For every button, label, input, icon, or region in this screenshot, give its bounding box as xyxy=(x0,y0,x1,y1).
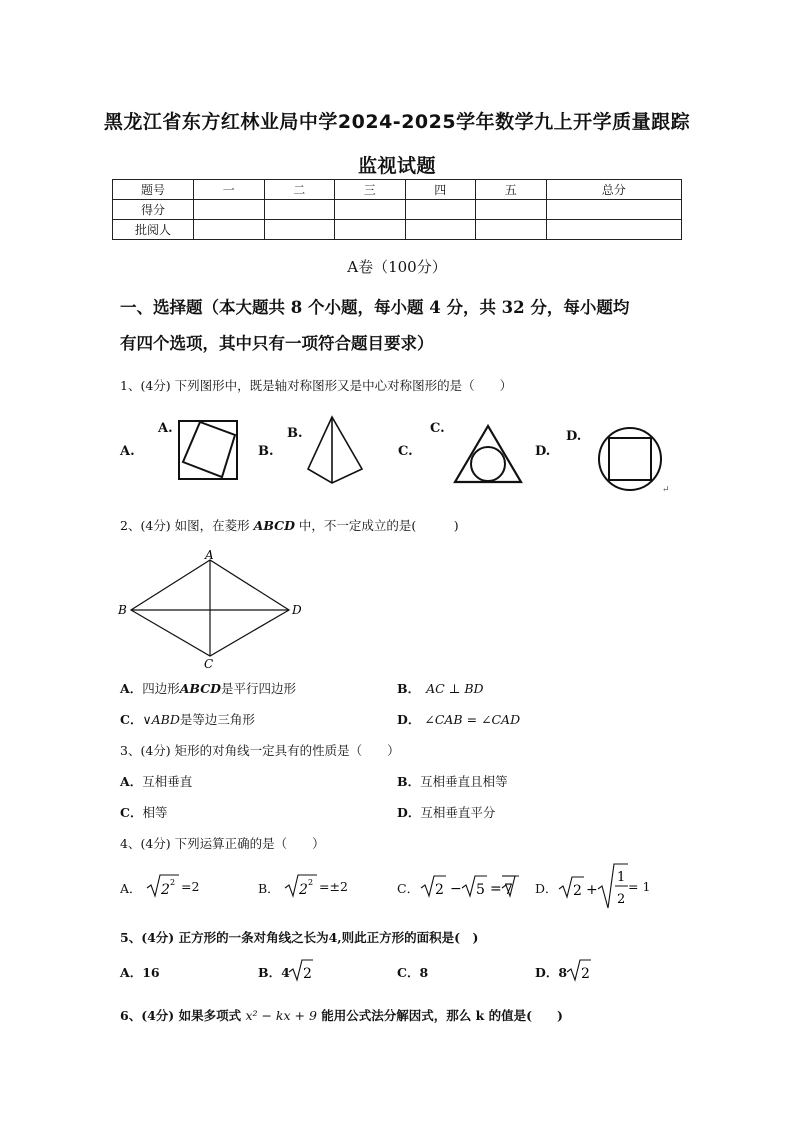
option-text: 相等 xyxy=(142,805,168,820)
svg-text:7: 7 xyxy=(504,882,513,898)
option-text-pre: 四边形 xyxy=(142,681,180,696)
q1-option-c-label[interactable]: C. xyxy=(398,444,413,459)
reviewer-cell[interactable] xyxy=(476,220,547,240)
svg-text:2: 2 xyxy=(161,882,170,898)
option-label: D． xyxy=(535,965,559,980)
q4-option-d-label[interactable]: D． xyxy=(535,881,558,896)
triangle-incircle-figure xyxy=(452,424,524,486)
q4-option-d-result: = 1 xyxy=(628,879,651,894)
option-label: D． xyxy=(397,712,421,727)
score-table xyxy=(112,179,682,240)
svg-text:2: 2 xyxy=(573,883,582,899)
row-label: 得分 xyxy=(113,200,194,220)
reviewer-cell[interactable] xyxy=(546,220,682,240)
svg-text:2: 2 xyxy=(435,882,444,898)
svg-text:2: 2 xyxy=(303,966,312,982)
row-label: 批阅人 xyxy=(113,220,194,240)
question-6-text xyxy=(120,1006,563,1024)
reviewer-row xyxy=(113,220,682,240)
score-row xyxy=(113,200,682,220)
header-cell: 五 xyxy=(476,180,547,200)
q2-text-post: 中，不一定成立的是( ) xyxy=(298,518,459,533)
score-table-header-row xyxy=(113,180,682,200)
q5-option-b[interactable] xyxy=(258,963,290,981)
question-5-text: 5、(4分) 正方形的一条对角线之长为4,则此正方形的面积是( ) xyxy=(120,930,479,945)
q4-option-c-label[interactable]: C． xyxy=(397,881,420,896)
option-label: A． xyxy=(120,681,143,696)
q2-text-var: ABCD xyxy=(253,518,295,533)
q5-option-c[interactable] xyxy=(397,963,428,981)
q2-option-a[interactable] xyxy=(120,679,296,697)
q1-figure-c-label: C. xyxy=(430,421,445,436)
q3-option-a[interactable] xyxy=(120,772,192,790)
sqrt-two-radical xyxy=(566,955,592,983)
option-text-post: 是平行四边形 xyxy=(221,681,297,696)
option-text: 8 xyxy=(419,965,429,980)
svg-text:2: 2 xyxy=(308,878,314,887)
score-cell[interactable] xyxy=(405,200,476,220)
vertex-label-d: D xyxy=(292,603,302,617)
option-expression: ∠CAB = ∠CAD xyxy=(424,712,521,727)
score-cell[interactable] xyxy=(264,200,335,220)
q6-text-pre: 6、(4分) 如果多项式 xyxy=(120,1008,242,1023)
header-cell: 三 xyxy=(335,180,406,200)
page-title-line1: 黑龙江省东方红林业局中学2024-2025学年数学九上开学质量跟踪 xyxy=(103,111,691,133)
svg-text:+: + xyxy=(586,882,598,898)
q4-option-a-label[interactable]: A． xyxy=(120,881,142,896)
option-var: ABCD xyxy=(179,681,222,696)
reviewer-cell[interactable] xyxy=(194,220,265,240)
option-label: A． xyxy=(120,774,143,789)
option-text: 互相垂直平分 xyxy=(420,805,496,820)
score-cell[interactable] xyxy=(335,200,406,220)
q2-option-d[interactable] xyxy=(397,710,520,728)
svg-text:↵: ↵ xyxy=(662,485,670,495)
q1-figure-b-label: B. xyxy=(287,426,303,441)
q4-option-b-label[interactable]: B． xyxy=(258,881,280,896)
option-label: A． xyxy=(120,965,143,980)
vertex-label-a: A xyxy=(205,548,214,562)
q5-option-d[interactable] xyxy=(535,963,567,981)
score-cell[interactable] xyxy=(546,200,682,220)
option-label: B． xyxy=(258,965,282,980)
section1-heading xyxy=(120,290,680,362)
square-rotated-square-figure xyxy=(176,418,242,484)
option-label: C． xyxy=(120,805,143,820)
reviewer-cell[interactable] xyxy=(405,220,476,240)
svg-text:2: 2 xyxy=(581,966,590,982)
sqrt-two-radical xyxy=(288,955,314,983)
svg-text:2: 2 xyxy=(617,892,626,907)
q6-polynomial-expression: x² − kx + 9 xyxy=(245,1008,317,1023)
q3-option-d[interactable] xyxy=(397,803,495,821)
sqrt-two-squared-expression xyxy=(145,870,181,900)
q2-option-c[interactable] xyxy=(120,710,255,728)
q1-figure-a-label: A. xyxy=(158,421,173,436)
option-label: C． xyxy=(397,965,420,980)
rhombus-figure xyxy=(115,548,315,670)
q4-option-b-result: =±2 xyxy=(319,879,348,894)
header-cell: 四 xyxy=(405,180,476,200)
option-text: 8 xyxy=(558,965,568,980)
question-3-text: 3、(4分) 矩形的对角线一定具有的性质是（ ） xyxy=(120,743,400,758)
question-4-text: 4、(4分) 下列运算正确的是（ ） xyxy=(120,836,325,851)
option-text: 4 xyxy=(281,965,290,980)
sqrt-two-squared-expression xyxy=(283,870,319,900)
header-cell: 一 xyxy=(194,180,265,200)
q5-option-a[interactable] xyxy=(120,963,160,981)
option-var: ∨ABD xyxy=(142,712,180,727)
option-text-post: 是等边三角形 xyxy=(179,712,255,727)
circle-inscribed-square-figure xyxy=(596,424,670,496)
section1-heading-line1: 一、选择题（本大题共 8 个小题，每小题 4 分，共 32 分，每小题均 xyxy=(120,298,630,317)
svg-text:=: = xyxy=(490,881,502,897)
page-title-line2: 监视试题 xyxy=(357,155,436,177)
question-2-text xyxy=(120,516,459,534)
section1-heading-line2: 有四个选项，其中只有一项符合题目要求） xyxy=(120,334,434,353)
question-1-text: 1、(4分) 下列图形中，既是轴对称图形又是中心对称图形的是（ ） xyxy=(120,378,513,393)
svg-text:2: 2 xyxy=(170,878,176,887)
header-cell: 总分 xyxy=(546,180,682,200)
svg-text:2: 2 xyxy=(299,882,308,898)
q6-text-post: 能用公式法分解因式，那么 k 的值是( ) xyxy=(321,1008,563,1023)
score-cell[interactable] xyxy=(476,200,547,220)
header-cell: 题号 xyxy=(113,180,194,200)
reviewer-cell[interactable] xyxy=(264,220,335,240)
sqrt-seven-radicand xyxy=(500,870,520,900)
option-expression: AC ⊥ BD xyxy=(426,681,484,696)
section-a-heading: A卷（100分） xyxy=(347,258,447,276)
q3-option-b[interactable] xyxy=(397,772,508,790)
q1-figure-d-label: D. xyxy=(566,429,582,444)
svg-text:−: − xyxy=(450,881,462,897)
score-cell[interactable] xyxy=(194,200,265,220)
option-label: B． xyxy=(397,774,421,789)
q1-option-b-label[interactable]: B. xyxy=(258,444,274,459)
header-cell: 二 xyxy=(264,180,335,200)
q1-option-d-label[interactable]: D. xyxy=(535,444,551,459)
option-label: D． xyxy=(397,805,421,820)
q3-option-c[interactable] xyxy=(120,803,167,821)
option-label: B． xyxy=(397,681,421,696)
option-text: 16 xyxy=(142,965,160,980)
vertex-label-c: C xyxy=(204,657,214,670)
svg-text:5: 5 xyxy=(476,882,485,898)
sqrt-sum-expression xyxy=(558,862,630,910)
q1-option-a-label[interactable]: A. xyxy=(120,444,135,459)
q4-option-a-result: =2 xyxy=(181,879,200,894)
svg-text:1: 1 xyxy=(617,870,626,885)
option-text: 互相垂直 xyxy=(142,774,193,789)
option-text: 互相垂直且相等 xyxy=(420,774,508,789)
vertex-label-b: B xyxy=(118,603,127,617)
kite-figure xyxy=(304,415,368,487)
q2-option-b[interactable] xyxy=(397,679,484,697)
q2-text-pre: 2、(4分) 如图，在菱形 xyxy=(120,518,250,533)
option-label: C． xyxy=(120,712,143,727)
reviewer-cell[interactable] xyxy=(335,220,406,240)
